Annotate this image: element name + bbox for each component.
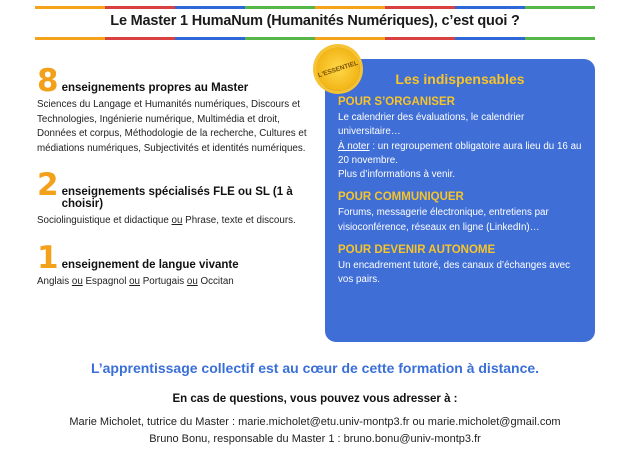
course-block-language bbox=[37, 239, 317, 290]
courses-column bbox=[37, 63, 317, 305]
note-label: À noter bbox=[338, 140, 370, 152]
course-block-master bbox=[37, 63, 317, 156]
language-item: Anglais bbox=[37, 275, 70, 287]
stripe-segment bbox=[385, 6, 455, 9]
stripe-segment bbox=[35, 37, 105, 40]
or-word: ou bbox=[129, 275, 141, 287]
section-title-autonomy: POUR DEVENIR AUTONOME bbox=[338, 244, 496, 257]
stripe-segment bbox=[105, 37, 175, 40]
language-list bbox=[37, 275, 317, 290]
language-item: Espagnol bbox=[85, 275, 127, 287]
course-block-specialized bbox=[37, 167, 317, 229]
section-title-communicate: POUR COMMUNIQUER bbox=[338, 191, 464, 204]
contact-manager: Bruno Bonu, responsable du Master 1 : bruno.bonu@univ-montp3.fr bbox=[149, 433, 481, 445]
course-title: enseignement de langue vivante bbox=[61, 258, 239, 271]
stripe-segment bbox=[315, 37, 385, 40]
stripe-segment bbox=[175, 6, 245, 9]
course-option: Phrase, texte et discours. bbox=[182, 215, 296, 226]
course-count: 1 bbox=[37, 239, 59, 276]
or-word: ou bbox=[186, 275, 198, 287]
note-text: : un regroupement obligatoire aura lieu du 16 au 20 novembre. bbox=[338, 140, 582, 166]
questions-heading: En cas de questions, vous pouvez vous adresser à : bbox=[172, 393, 458, 405]
panel-heading: Les indispensables bbox=[395, 71, 525, 87]
section-title-organize: POUR S’ORGANISER bbox=[338, 96, 455, 108]
course-option: Sociolinguistique et didactique bbox=[37, 215, 172, 226]
course-header bbox=[37, 167, 317, 210]
course-count: 2 bbox=[37, 167, 59, 203]
course-title: enseignements propres au Master bbox=[61, 82, 249, 94]
language-item: Portugais bbox=[142, 275, 185, 287]
stripe-segment bbox=[105, 6, 175, 9]
stripe-segment bbox=[245, 37, 315, 40]
section-line: Le calendrier des évaluations, le calendrier universitaire… bbox=[338, 112, 525, 138]
top-color-stripe bbox=[35, 6, 595, 9]
section-text-organize bbox=[338, 111, 582, 182]
course-description bbox=[37, 214, 317, 229]
stripe-segment bbox=[35, 6, 105, 9]
essential-seal-badge: L'ESSENTIEL bbox=[310, 41, 365, 96]
course-count: 8 bbox=[37, 63, 59, 99]
section-text-autonomy: Un encadrement tutoré, des canaux d’échanges avec vos pairs. bbox=[338, 260, 571, 286]
or-word: ou bbox=[171, 215, 183, 226]
title-underline-stripe bbox=[35, 37, 595, 40]
essentials-panel bbox=[325, 59, 595, 342]
or-word: ou bbox=[71, 275, 83, 287]
section-text-communicate: Forums, messagerie électronique, entretiens par visioconférence, réseaux en ligne (LinkedIn)… bbox=[338, 207, 549, 233]
language-item: Occitan bbox=[200, 275, 234, 287]
course-header bbox=[37, 63, 317, 99]
section-line: Plus d’informations à venir. bbox=[338, 169, 456, 181]
contact-tutor: Marie Micholet, tutrice du Master : marie.micholet@etu.univ-montp3.fr ou marie.micholet@gmail.com bbox=[69, 416, 561, 428]
stripe-segment bbox=[315, 6, 385, 9]
stripe-segment bbox=[175, 37, 245, 40]
stripe-segment bbox=[525, 37, 595, 40]
course-description: Sciences du Langage et Humanités numériques, Discours et Technologies, Ingénierie numérique, Multimédia et droit, Données et corpus, Méthodologie de la recherche, Cultures et médiations numériques, Subjectivités et identités numériques. bbox=[37, 99, 307, 154]
stripe-segment bbox=[455, 37, 525, 40]
stripe-segment bbox=[525, 6, 595, 9]
stripe-segment bbox=[385, 37, 455, 40]
stripe-segment bbox=[455, 6, 525, 9]
stripe-segment bbox=[245, 6, 315, 9]
page-title: Le Master 1 HumaNum (Humanités Numériques), c’est quoi ? bbox=[110, 13, 520, 29]
tagline: L’apprentissage collectif est au cœur de cette formation à distance. bbox=[90, 360, 540, 376]
course-title: enseignements spécialisés FLE ou SL (1 à choisir) bbox=[61, 186, 293, 210]
course-header bbox=[37, 239, 317, 276]
